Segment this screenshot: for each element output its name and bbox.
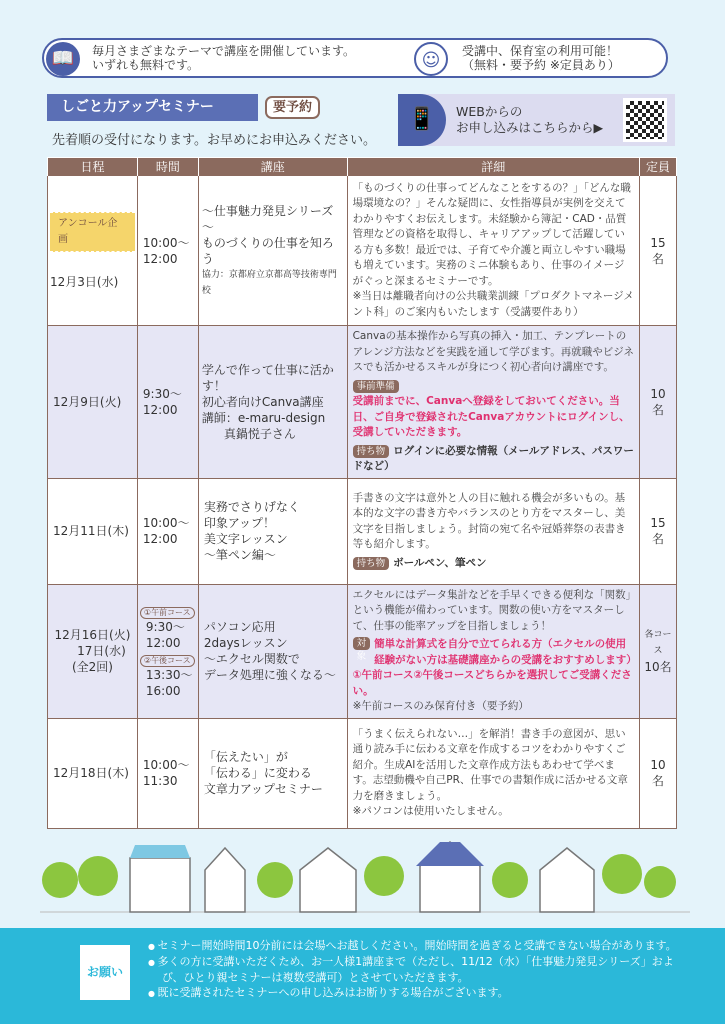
col-capacity: 定員 [639,158,676,176]
section-title: しごと力アップセミナー [47,94,258,121]
encore-ribbon: アンコール企画 [50,212,135,252]
prep-tag: 事前準備 [353,380,399,393]
baby-icon: ☺ [414,42,448,76]
date: 12月9日(火) [48,326,138,479]
date: 12月11日(木) [48,478,138,584]
table-row: 12月16日(火) 17日(水) (全2回) ①午前コース 9:30～ 12:00 ②午後コース 13:30～ 16:00 パソコン応用 2daysレッスン ～エクセル関数で データ処理に強くなる～ エクセルにはデータ集計などを手早くできる便利な「関数」という機能が備わっています。関数の使い方をマスターして、仕事の能率アップを目指しましょう！ 対象 簡単な計算式を自分で立てられる方（エクセルの使用経験がない方は基礎講座からの受講をおすすめします） ①午前コース②午後コースどちらかを選択してご受講ください。 ※午前コースのみ保育付き（要予約） 各コース 10名 [48,584,677,718]
pm-course-label: ②午後コース [140,655,195,667]
notice-item: ● セミナー開始時間10分前には会場へお越しください。開始時間を過ぎると受講できない場合があります。 [148,938,688,954]
banner-right-text: 受講中、保育室の利用可能！ （無料・要予約 ※定員あり） [462,44,620,72]
table-row: 12月18日(木) 10:00～ 11:30 「伝えたい」が 「伝わる」に変わる 文章力アップセミナー 「うまく伝えられない…」を解消！書き手の意図が、思い通り読み手に伝わる文章を作成するコツをわかりやすくご紹介。生成AIを活用した文章作成方法もあわせて学べます。志望動機や自己PR、仕事での書類作成に活かせる文章力を磨きましょう。 ※パソコンは使用いたしません。 10名 [48,718,677,828]
col-date: 日程 [48,158,138,176]
bring-tag: 持ち物 [353,445,390,458]
capacity: 10名 [639,326,676,479]
notice-item: ● 多くの方に受講いただくため、お一人様1講座まで（ただし、11/12（水）「仕事魅力発見シリーズ」および、ひとり親セミナーは複数受講可）とさせていただきます。 [148,954,688,985]
seminar-table [47,157,677,829]
houses-illustration [0,830,725,920]
section-subtitle: 先着順の受付になります。お早めにお申込みください。 [52,133,376,148]
notice-label: お願い [80,945,130,1000]
detail: 「ものづくりの仕事ってどんなことをするの？」「どんな職場環境なの？」そんな疑問に、女性指導員が実例を交えてわかりやすくお伝えします。未経験から簿記・CAD・品質管理などの資格を取得し、キャリアアップして活躍している方も多数！最近では、子育てや介護と両立しやすい職場も増えています。実務のミニ体験もあり、仕事のイメージがぐっと深まるセミナーです。 [352,181,631,287]
notice-item: ● 既に受講されたセミナーへの申し込みはお断りする場合がございます。 [148,985,688,1001]
date: 12月3日(水) [50,274,119,289]
smartphone-icon: 📱 [398,94,446,146]
banner-left-text: 毎月さまざまなテーマで講座を開催しています。 いずれも無料です。 [92,44,356,72]
col-detail: 詳細 [347,158,639,176]
target-tag: 対象 [353,637,371,650]
capacity: 10名 [644,660,672,674]
table-row: 12月11日(木) 10:00～ 12:00 実務でさりげなく 印象アップ！ 美文字レッスン ～筆ペン編～ 手書きの文字は意外と人の目に触れる機会が多いもの。基本的な文字の書き方やバランスのとり方をマスターし、美文字を目指しましょう。封筒の宛て名や冠婚葬祭の表書き等も紹介します。 持ち物 ボールペン、筆ペン 15名 [48,478,677,584]
col-course: 講座 [198,158,347,176]
course-title: ～仕事魅力発見シリーズ～ [201,203,334,234]
col-time: 時間 [137,158,198,176]
table-row: 12月9日(火) 9:30～ 12:00 学んで作って仕事に活かす！ 初心者向けCanva講座 講師：e-maru-design 真鍋悦子さん Canvaの基本操作から写真の挿入・加工、テンプレートのアレンジ方法などを実践を通して学びます。再就職やビジネスでも活かせるスキルが身につく初心者向け講座です。 事前準備 受講前までに、Canvaへ登録をしておいてください。当日、ご自身で登録されたCanvaアカウントにログインし、受講していただきます。 持ち物 ログインに必要な情報（メールアドレス、パスワードなど） 10名 [48,326,677,479]
book-icon: 📖 [46,42,80,76]
am-course-label: ①午前コース [140,607,195,619]
footer-notice [0,928,725,1024]
capacity: 10名 [639,718,676,828]
capacity: 15名 [639,176,676,326]
web-line2[interactable]: お申し込みはこちらから▶ [456,120,604,135]
date: 12月18日(木) [48,718,138,828]
info-banner [42,38,668,78]
table-header [48,158,677,176]
web-apply-box[interactable] [398,94,675,146]
capacity: 15名 [639,478,676,584]
qr-code[interactable] [623,98,667,142]
web-line1: WEBからの [456,104,523,119]
bring-tag: 持ち物 [353,557,390,570]
reservation-badge: 要予約 [265,96,320,119]
table-row: アンコール企画 12月3日(水) 10:00～ 12:00 ～仕事魅力発見シリーズ～ ものづくりの仕事を知ろう 協力：京都府立京都高等技術専門校 「ものづくりの仕事ってどんなことをするの？」「どんな職場環境なの？」そんな疑問に、女性指導員が実例を交えてわかりやすくお伝えします。未経験から簿記・CAD・品質管理などの資格を取得し、キャリアアップして活躍している方も多数！最近では、子育てや介護と両立しやすい職場も増えています。実務のミニ体験もあり、仕事のイメージがぐっと深まるセミナーです。 ※当日は離職者向けの公共職業訓練「プロダクトマネージメント科」のご案内もいたします（受講要件あり） 15名 [48,176,677,326]
